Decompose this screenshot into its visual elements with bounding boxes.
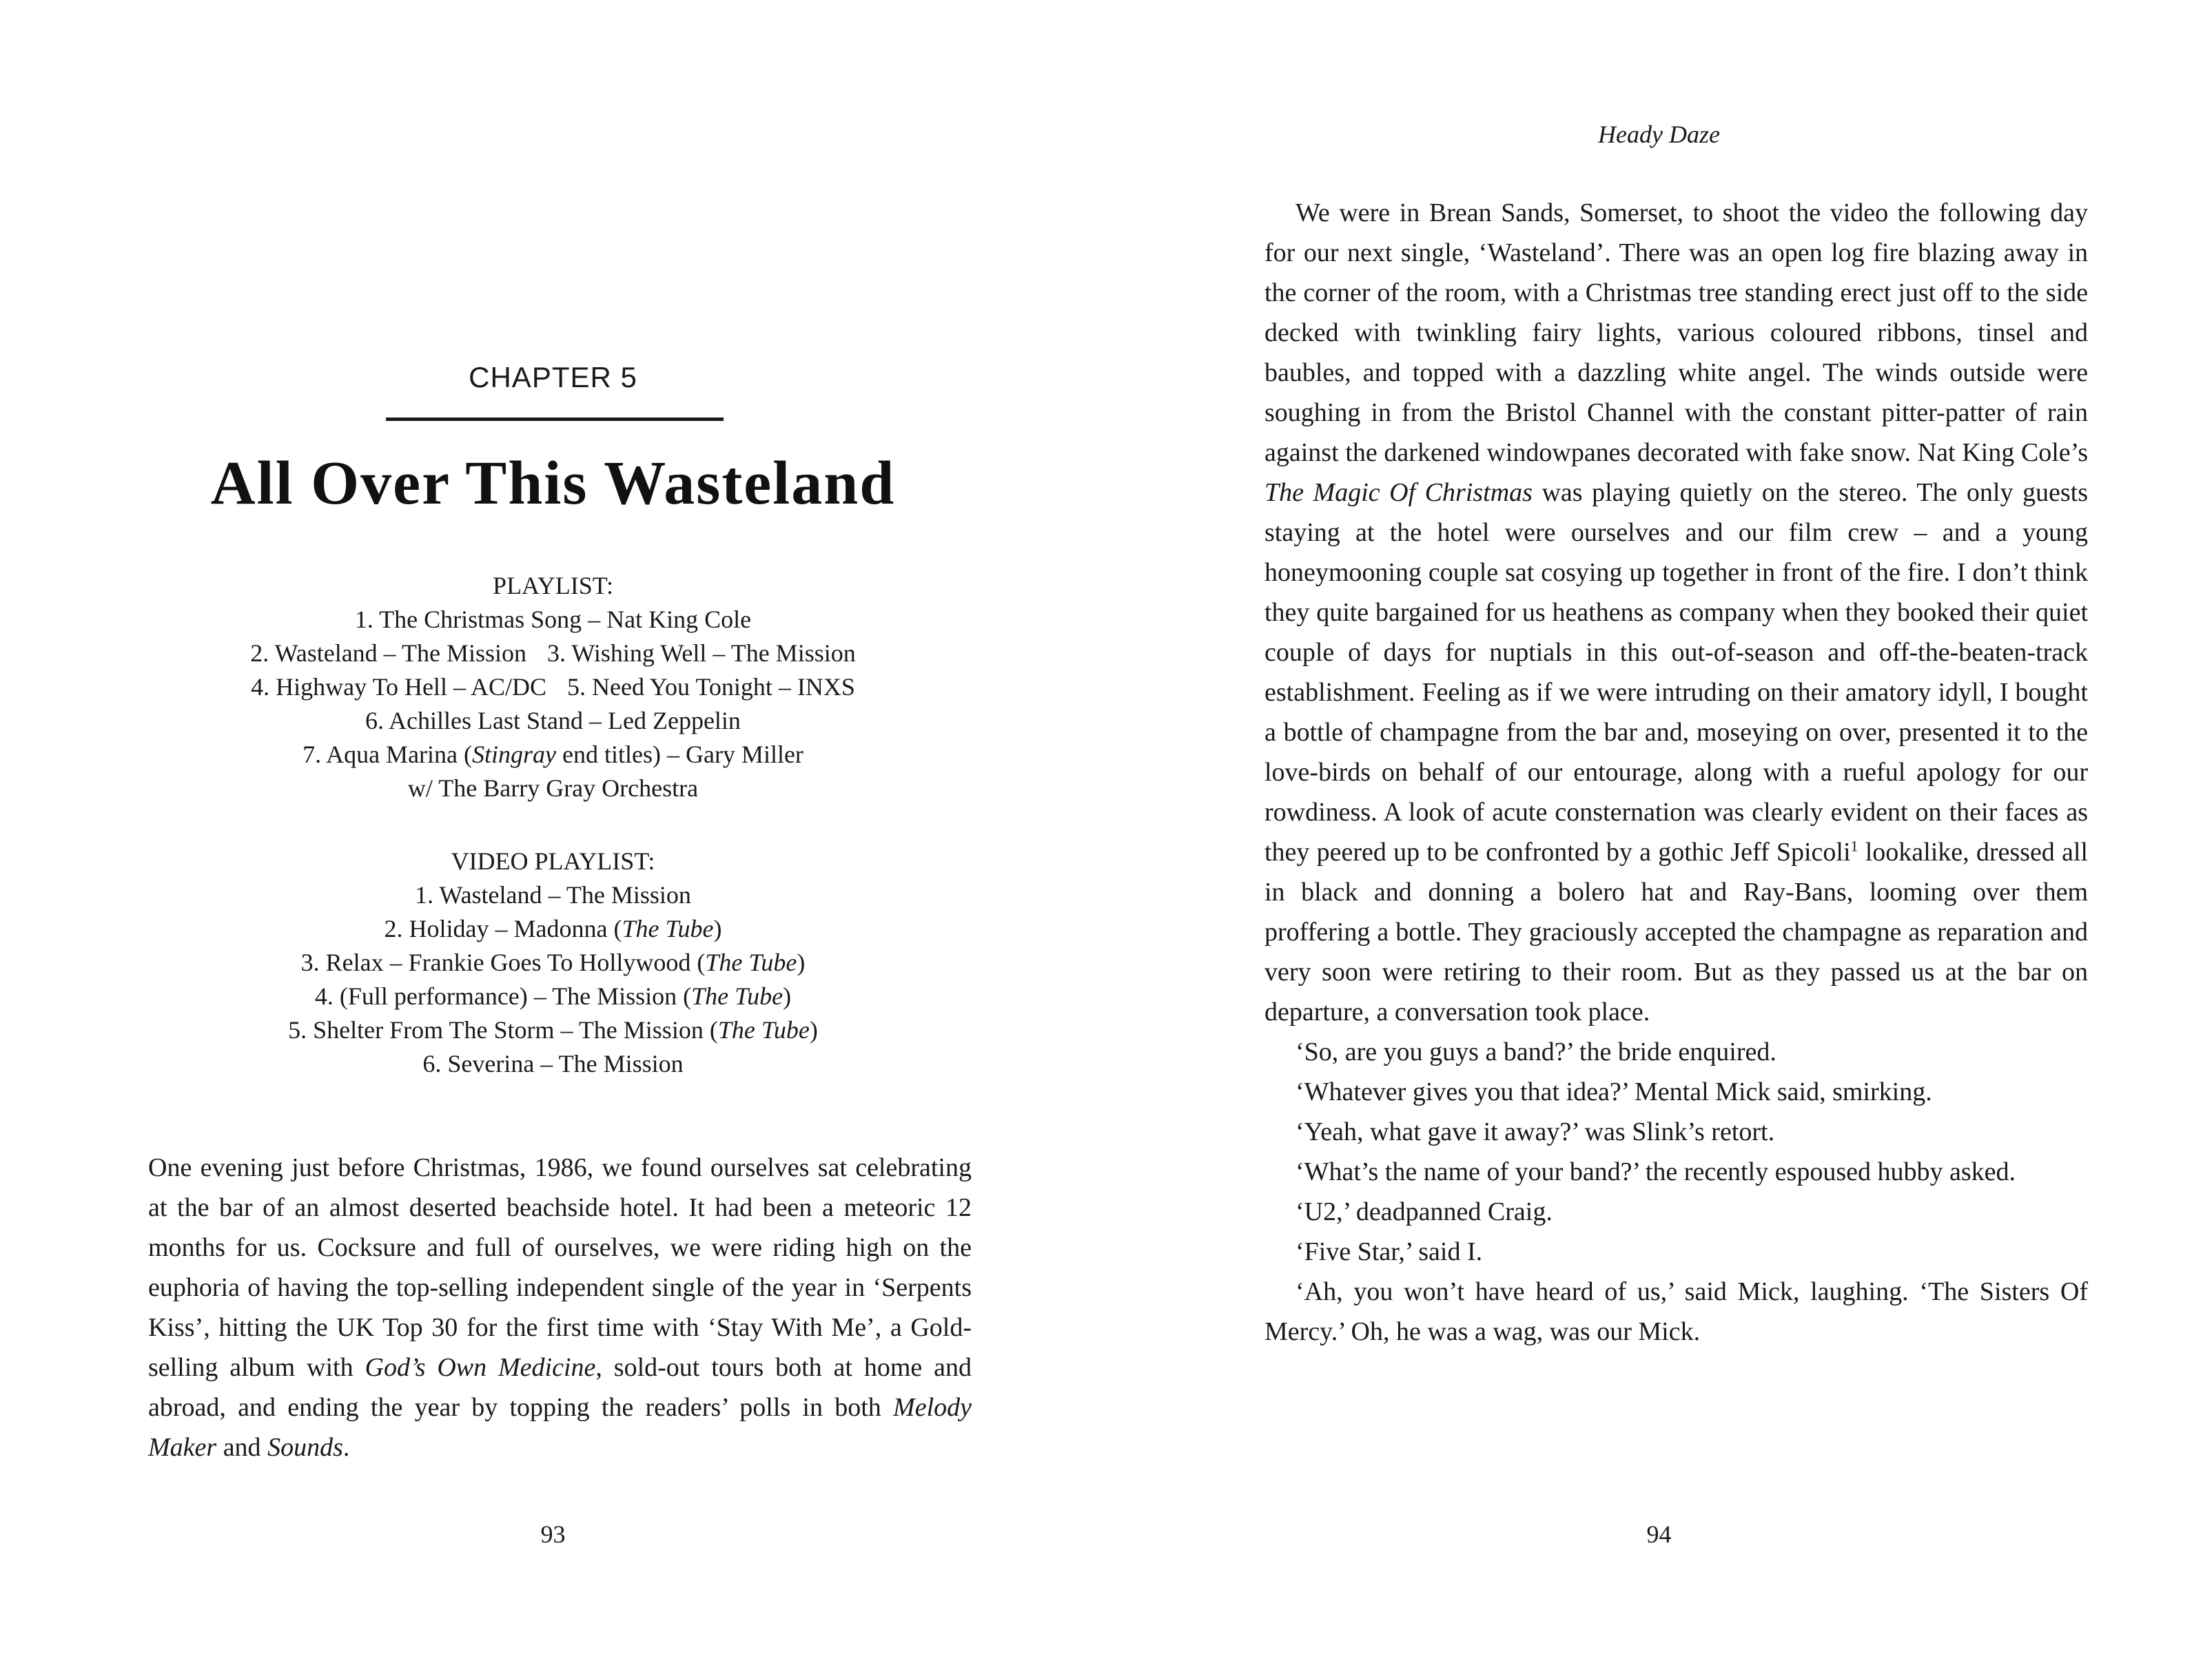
playlist-item: 6. Achilles Last Stand – Led Zeppelin bbox=[365, 707, 741, 734]
playlist-item: 7. Aqua Marina (Stingray end titles) – Gary Miller bbox=[303, 741, 803, 768]
body-text-left: One evening just before Christmas, 1986, we found ourselves sat celebrating at the bar of an almost deserted beachside hotel. It had been a meteoric 12 months for us. Cocksure and full of ourselves, we were riding high on the euphoria of having the top-selling independent single of the year in ‘Serpents Kiss’, hitting the UK Top 30 for the first time with ‘Stay With Me’, a Gold-selling album with God’s Own Medicine, sold-out tours both at home and abroad, and ending the year by topping the readers’ polls in both Melody Maker and Sounds. bbox=[148, 1153, 972, 1462]
video-playlist-item: 2. Holiday – Madonna (The Tube) bbox=[384, 915, 722, 942]
playlist bbox=[103, 569, 1003, 805]
page-number-left: 93 bbox=[540, 1520, 566, 1548]
footnote-mark: 1 bbox=[1850, 837, 1858, 855]
right-page bbox=[1106, 0, 2212, 1672]
dialogue-line: ‘Five Star,’ said I. bbox=[1296, 1237, 1483, 1266]
dialogue-line: ‘Yeah, what gave it away?’ was Slink’s retort. bbox=[1296, 1117, 1775, 1146]
playlist-item: 1. The Christmas Song – Nat King Cole bbox=[354, 606, 752, 633]
page-number-right: 94 bbox=[1646, 1520, 1672, 1548]
playlist-item: 2. Wasteland – The Mission 3. Wishing Well – The Mission bbox=[250, 639, 856, 667]
dialogue-line: ‘Ah, you won’t have heard of us,’ said Mick, laughing. ‘The Sisters Of Mercy.’ Oh, he was a wag, was our Mick. bbox=[1264, 1277, 2088, 1346]
video-playlist bbox=[103, 845, 1003, 1081]
paragraph: We were in Brean Sands, Somerset, to shoot the video the following day for our next single, ‘Wasteland’. There was an open log fire blazing away in the corner of the room, with a Christmas tree standing erect just off to the side decked with twinkling fairy lights, various coloured ribbons, tinsel and baubles, and topped with a dazzling white angel. The winds outside were soughing in from the Bristol Channel with the constant pitter-patter of rain against the darkened windowpanes decorated with fake snow. Nat King Cole’s The Magic Of Christmas was playing quietly on the stereo. The only guests staying at the hotel were ourselves and our film crew – and a young honeymooning couple sat cosying up together in front of the fire. I don’t think they quite bargained for us heathens as company when they booked their quiet couple of days for nuptials in this out-of-season and off-the-beaten-track establishment. Feeling as if we were intruding on their amatory idyll, I bought a bottle of champagne from the bar and, moseying on over, presented it to the love-birds on behalf of our entourage, along with a rueful apology for our rowdiness. A look of acute consternation was clearly evident on their faces as they peered up to be confronted by a gothic Jeff Spicoli$^1$ lookalike, dressed all in black and donning a bolero hat and Ray-Bans, looming over them proffering a bottle. They graciously accepted the champagne as reparation and very soon were retiring to their room. But as they passed us at the bar on departure, a conversation took place. bbox=[1264, 198, 2088, 1026]
dialogue-line: ‘Whatever gives you that idea?’ Mental Mick said, smirking. bbox=[1296, 1077, 1932, 1106]
body-text-right bbox=[1264, 193, 2088, 1352]
video-playlist-item: 5. Shelter From The Storm – The Mission (The Tube) bbox=[288, 1016, 818, 1044]
chapter-rule bbox=[386, 417, 724, 421]
chapter-label: CHAPTER 5 bbox=[469, 361, 637, 393]
dialogue-line: ‘What’s the name of your band?’ the recently espoused hubby asked. bbox=[1296, 1157, 2016, 1186]
running-head: Heady Daze bbox=[1598, 121, 1720, 148]
chapter-title: All Over This Wasteland bbox=[210, 449, 896, 517]
video-playlist-item: 4. (Full performance) – The Mission (The Tube) bbox=[314, 982, 792, 1010]
dialogue-line: ‘So, are you guys a band?’ the bride enquired. bbox=[1296, 1038, 1776, 1066]
playlist-item: 4. Highway To Hell – AC/DC 5. Need You Tonight – INXS bbox=[251, 673, 855, 701]
video-playlist-heading: VIDEO PLAYLIST: bbox=[451, 847, 655, 875]
video-playlist-item: 1. Wasteland – The Mission bbox=[415, 881, 691, 909]
video-playlist-item: 6. Severina – The Mission bbox=[422, 1050, 684, 1077]
playlist-heading: PLAYLIST: bbox=[493, 572, 613, 599]
video-playlist-item: 3. Relax – Frankie Goes To Hollywood (The Tube) bbox=[300, 949, 806, 976]
playlist-item: w/ The Barry Gray Orchestra bbox=[407, 774, 699, 802]
dialogue-line: ‘U2,’ deadpanned Craig. bbox=[1296, 1197, 1553, 1226]
